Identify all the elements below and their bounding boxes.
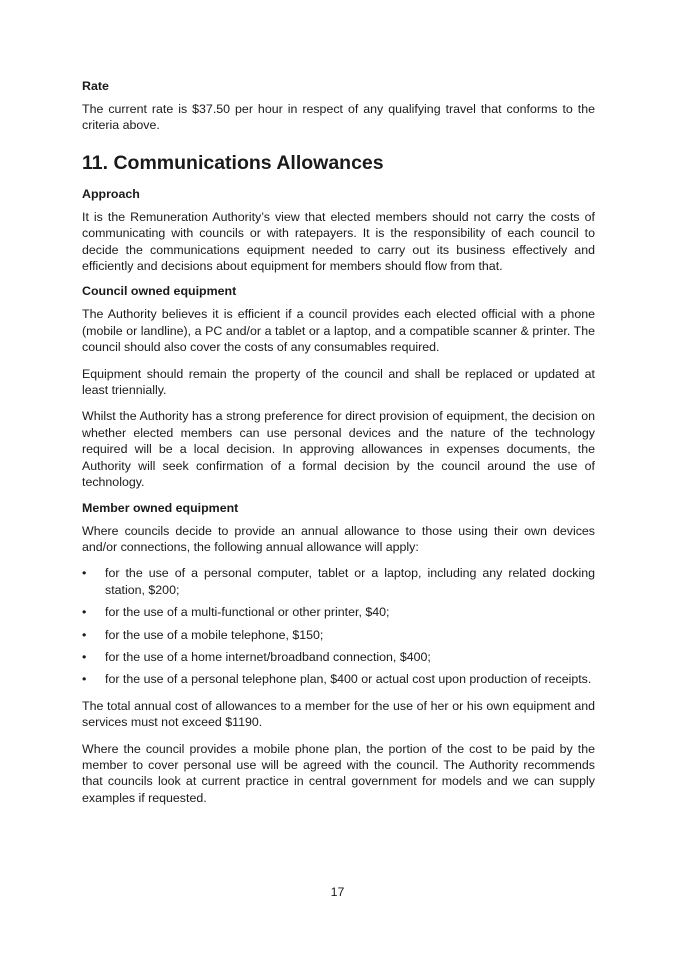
document-body <box>82 78 595 806</box>
page-number: 17 <box>330 885 345 899</box>
rate-paragraph: The current rate is $37.50 per hour in respect of any qualifying travel that conforms to the criteria above. <box>82 102 595 133</box>
bullet-icon: • <box>82 649 87 664</box>
allowance-list <box>82 565 595 687</box>
list-item <box>82 671 595 687</box>
list-item <box>82 649 595 665</box>
bullet-icon: • <box>82 672 87 687</box>
council-equipment-paragraph: The Authority believes it is efficient if a council provides each elected official with a phone (mobile or landline), a PC and/or a tablet or a laptop, and a compatible scanner & printer. The council should also cover the costs of any consumables required. <box>82 307 595 355</box>
rate-heading: Rate <box>82 79 109 93</box>
member-equipment-heading: Member owned equipment <box>82 500 239 515</box>
list-item-text: for the use of a home internet/broadband connection, $400; <box>105 649 431 664</box>
list-item <box>82 604 595 620</box>
list-item <box>82 627 595 643</box>
council-equipment-paragraph: Whilst the Authority has a strong preference for direct provision of equipment, the decision on whether elected members can use personal devices and the nature of the technology required will be a local decision. In approving allowances in expenses documents, the Authority will seek confirmation of a formal decision by the council around the use of technology. <box>82 409 595 490</box>
list-item-text: for the use of a multi-functional or other printer, $40; <box>105 605 390 620</box>
council-equipment-heading: Council owned equipment <box>82 284 237 299</box>
bullet-icon: • <box>82 605 87 620</box>
section-title: 11. Communications Allowances <box>82 151 384 174</box>
list-item-text: for the use of a personal telephone plan, $400 or actual cost upon production of receipts. <box>105 672 592 687</box>
mobile-plan-paragraph: Where the council provides a mobile phone plan, the portion of the cost to be paid by the member to cover personal use will be agreed with the council. The Authority recommends that councils look at current practice in central government for models and we can supply examples if requested. <box>82 741 595 805</box>
total-allowance-paragraph: The total annual cost of allowances to a member for the use of her or his own equipment and services must not exceed $1190. <box>82 698 595 730</box>
council-equipment-paragraph: Equipment should remain the property of the council and shall be replaced or updated at least triennially. <box>82 366 595 398</box>
list-item-text: for the use of a mobile telephone, $150; <box>105 627 324 642</box>
list-item-text: for the use of a personal computer, tablet or a laptop, including any related docking station, $200; <box>105 566 595 597</box>
list-item <box>82 565 595 598</box>
approach-heading: Approach <box>82 186 140 201</box>
bullet-icon: • <box>82 627 87 642</box>
bullet-icon: • <box>82 566 87 581</box>
approach-paragraph: It is the Remuneration Authority’s view that elected members should not carry the costs of communicating with councils or with ratepayers. It is the responsibility of each council to decide the communications equipment needed to carry out its business effectively and efficiently and decisions about equipment for members should flow from that. <box>82 209 595 274</box>
member-equipment-intro: Where councils decide to provide an annual allowance to those using their own devices and/or connections, the following annual allowance will apply: <box>82 523 595 554</box>
